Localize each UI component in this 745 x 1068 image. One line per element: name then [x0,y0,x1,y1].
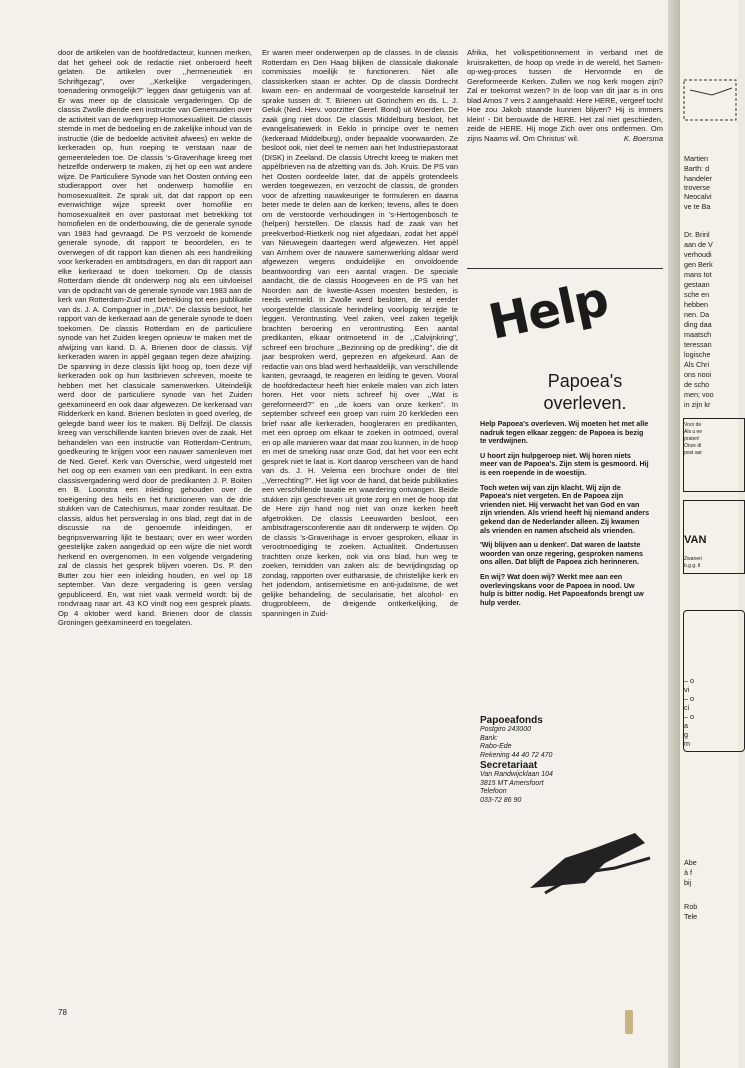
clipped-small-line: Als u ee [684,429,703,435]
clipped-line: Tele [684,912,698,921]
clipped-line: Rob [684,902,698,911]
divider [467,268,663,269]
clipped-list-line: g [684,730,688,739]
clipped-list-line: vi [684,685,690,694]
fund-name: Papoeafonds [480,715,543,726]
clipped-line: aan de V [684,240,713,249]
fund-info [480,715,600,805]
article-text: door de artikelen van de hoofdredacteur, kunnen merken, dat het geheel ook de redactie niet onberoerd heeft gelaten. De artikelen over ,,hermeneutiek en Schriftgezag'', over ,,Kerkelijke vergaderingen, toenadering onmogelijk?'' leggen daar getuigenis van af. Er was meer op de classicale vergaderingen. Op de classis Zwolle diende een instructie van Genemuiden over de activiteit van de werkgroep Homosexualiteit. De classis stemde in met de bedoeling en de zakelijke inhoud van de instructie (die de bedoelde activiteit afwees) en wekte de kerkeraden op, hun roeping te verstaan naar de gemeenteleden toe. De classis 's-Gravenhage kreeg met hetzelfde onderwerp te maken, zij het op een wat andere wijze. De Particuliere Synode van het Oosten ontving een studierapport over het onderwerp homofilie en homosexualiteit. Ze sprak uit, dat dat rapport op een evenwichtige wijze spreekt over homofilie en homosexualiteit en over pastoraat met betrekking tot homofielen en de onderbouwing, die de generale synode van 1983 had gevraagd. De PS verzoekt de komende generale synode, dit rapport te beoordelen, en te overwegen of dit rapport kan dienen als een handreiking voor kerkeraden en ambtsdragers, en dan dit rapport aan elke kerkeraad te doen toekomen. Op de classis Rotterdam diende dit onderwerp nog als een uitvloeisel van de opdracht van de generale synode van 1983 aan de kerk van Rotterdam-Zuid met betrekking tot een publikatie van ds. J. A. Compagner in ,,DIA''. De classis besloot, het rapport van de kerkeraad aan de generale synode te doen toekomen. De classis Rotterdam en de particuliere synode van het Zuiden kregen opnieuw te maken met de afwijzing van kand. D. A. Brienen door de classis. Vijf kerkeraden waren in appèl gegaan tegen deze afwijzing. De spanning in deze classis lijkt hoog op, toen deze vijf kerkeraden ook op hun lastbrieven schreven, moeite te hebben met het classicale samenwerken. Uiteindelijk werd door de particuliere synode van het Zuiden geëxamineerd en ook daar afgewezen. De kerkeraad van Ridderkerk en kand. Brienen besloten in goed overleg, de gelegde band weer los te maken. Bij Delfzijl. De classis kreeg van verschillende kanten brieven over de zaak. Het behandelen van een instructie van Rotterdam-Centrum, goedkeuring te krijgen voor een nauwer samenleven met de Ned. Geref. Kerk van Overschie, werd uitgesteld met het oog op een examen van een predikant. In een extra classisvergadering werd door de predikanten J. P. Boiten en B. Loonstra een inleiding gehouden over de toeëigening des heils en het functioneren van de drie stukken van de Catechismus, maar zonder resultaat. De classis, aldus het persverslag in ons blad, zegt dat in de discussie na de genoemde inleidingen, er begripsverwarring lijkt te bestaan; over en weer worden geestelijke zaken aangeduid op een wijze die niet wordt herkend en overgenomen. In een volgende vergadering zal de classis het gesprek blijven voeren. Ds. P. den Butter zou hier een inleiding houden, en wel op 18 september. Van deze vergadering is geen verslag gepubliceerd. En, wat niet vaak vermeld wordt: bij de rondvraag naar art. 43 KO vindt nog een gesprek plaats. Op 4 oktober werd kand. Brienen door de classis Groningen geëxamineerd en toegelaten. [58,48,252,627]
ad-paragraph: 'Wij blijven aan u denken'. Dat waren de laatste woorden van onze regering, gesproken namens ons allen. Dat blijft de Papoea zich herinneren. [480,540,643,567]
article-column-3 [467,48,663,228]
clipped-line: logische [684,350,711,359]
van-label: VAN [684,534,707,546]
fund-details: Postgiro 243000 Bank: Rabo-Ede Rekening 44 40 72 470 [480,726,553,759]
article-text: Er waren meer onderwerpen op de classes. In de classis Rotterdam en Den Haag blijken de classicale diakonale commissies moeilijk te functioneren. Niet alle classiskerken staan er achter. Op de classis Dordrecht kwam een- en andermaal de voorgestelde kanselruil ter sprake tussen dr. T. Brienen uit Gorinchem en ds. L. J. Geluk (Ned. Herv. voorzitter Geref. Bond) uit Woerden. De zaak ging niet door. De classis Middelburg besloot, het evangelisatiewerk in Eeklo in principe over te nemen (kerkeraad Middelburg), onder bepaalde voorwaarden. Ze besloot ook, niet deel te nemen aan het Industriepastoraat (DISK) in Zeeland. De classis Utrecht kreeg te maken met appèlbrieven na de afzetting van ds. Joh. Kruis. De PS van het Oosten oordeelde later, dat de appèls grotendeels werden toegewezen, en verzocht de classis, de gronden voor de afzetting nauwkeuriger te formuleren en daarna beter mede te delen aan de kerken; tevens, alles te doen om de verstoorde verhoudingen in 's-Hertogenbosch te (helpen) herstellen. De classis had de zaak van het preekverbod-Rietkerk nog niet afgedaan, zodat het appèl van Nieuwegein daartegen werd afgewezen. Het appèl van Arnhem over de nauwere samenwerking aldaar werd afgewezen wegens onduidelijke en onvoldoende beantwoording van een aantal vragen. De speciale aandacht, die de classis Hoogeveen en de PS van het Noorden aan de kwestie-Assen moesten besteden, is reeds vermeld. In Zwolle werd besloten, de al eerder voorgestelde classicale herindeling voorlopig terzijde te leggen. Verontrusting. Veel zaken, veel zaken tegelijk brachten beroering en verontrusting. Een aantal predikanten, elkaar ontmoetend in de ,,Calvijnkring'', schreef een brochure ,,Bezinning op de prediking'', die dit jaar besproken werd, geprezen en afgekeurd. Aan de redactie van ons blad werd herhaaldelijk, van verschillende kanten, gevraagd, te reageren en leiding te geven. Vooral de hoofdredacteur heeft hier enkele malen van zich laten horen. Het voor niets schreef hij over ,,Wat is gereformeerd?'' en ,,de koers van onze kerken''. In september schreef een groep van ruim 20 kerkleden een brief naar alle kerkeraden, hoogleraren en predikanten, met een oproep om elkaar te zoeken in ootmoed, overal en op alle manieren waar dat maar zou kunnen, in de hoop en met de smeking naar onze God, dat het voor een echt gesprek niet te laat is. Kort daarop verscheen van de hand van ds. J. H. Velema een brochure onder de titel ,,Verrechting?''. Het ligt voor de hand, dat beide publikaties een verschillende taxatie en waardering ontvangen. Beide stukken zijn geschreven uit grote zorg en met de hoop dat de Here zijn hand nog niet van onze kerken heeft afgetrokken. De classis Leeuwarden besloot, een ambtsdragersconferentie aan dit onderwerp te wijden. Op de classis 's-Gravenhage is ervoer gesproken, elkaar in verootmoediging te zoeken. Actualiteit. Ondertussen trachtten onze kerken, ook via ons blad, hun weg te zoeken, temidden van zaken als: de bevrijdingsdag op zondag, rapporten over euthanasie, de christelijke kerk en het jodendom, antisemietisme en anti-judaïsme, de wet gelijke behandeling, de secularisatie, het alcohol- en drugprobleem, de dreigende ontkerkelijking, de spanningen in Zuid- [262,48,458,618]
clipped-line: ve te Ba [684,202,711,211]
clipped-list-line: m [684,739,690,748]
article-column-1 [58,48,252,627]
clipped-list-line: a [684,721,688,730]
clipped-list-line: – o [684,694,694,703]
clipped-line: troverse [684,183,710,192]
clipped-line: Martien [684,154,708,163]
clipped-line: nen. Da [684,310,710,319]
van-box [683,500,745,574]
clipped-small-line: praten! [684,436,700,442]
map-icon [682,70,738,130]
clipped-small-line: Zwaneri [684,556,702,562]
clipped-small-line: Onze di [684,443,702,449]
clipped-small-line: Voor de [684,422,702,428]
clipped-line: Barth: d [684,164,710,173]
clipped-line: gen Berk [684,260,713,269]
clipped-line: handeler [684,174,712,183]
clipped-small-line: b.g.g. tl [684,563,701,569]
clipped-line: Neocalvi [684,192,712,201]
secretariat-name: Secretariaat [480,760,538,771]
help-headline: Help [484,271,613,351]
author-signature: K. Boersma [623,133,663,143]
notice-box [683,418,745,492]
clipped-line: men; voo [684,390,714,399]
clipped-line: hebben [684,300,708,309]
clipped-line: Dr. Brinl [684,230,710,239]
ad-title-line2: overleven. [543,393,627,413]
ad-paragraph: Help Papoea's overleven. Wij moeten het met alle nadruk tegen elkaar zeggen: de Papoea is bezig te verdwijnen. [480,419,649,446]
clipped-line: in zijn kr [684,400,711,409]
ad-paragraph: En wij? Wat doen wij? Werkt mee aan een overlevingskans voor de Papoea in nood. Uw hulp is bitter nodig. Het Papoeafonds brengt uw hulp verder. [480,571,644,607]
clipped-line: bij [684,878,692,887]
hands-illustration [525,828,655,898]
clipped-line: maatsch [684,330,712,339]
clipped-line: de scho [684,380,710,389]
article-column-2 [262,48,458,618]
book-gutter [668,0,680,1068]
ad-paragraph: U hoort zijn hulpgeroep niet. Wij horen niets meer van de Papoea's. Zijn stem is gesmoord. Hij is een roepende in de woestijn. [480,450,649,477]
article-text: Afrika, het volkspetitionnement in verband met de kruisraketten, de hoop op vrede in de wereld, het Samen-op-weg-proces tussen de Hervormde en de Gereformeerde Kerken. Zullen we nog kerk mogen zijn? Zal er toekomst wezen? In de loop van dit jaar is in ons blad Amos 7 vers 2 aangehaald: Here HERE, vergeef toch! Hoe zou Jakob staande kunnen blijven? Hij is immers klein! - Dit berouwde de HERE. Het zal niet geschieden, zeide de HERE. Hij moge Zich over ons ontfermen. Om zijns Naams wil. Om Christus' wil. [467,48,663,143]
clipped-list-line: – o [684,712,694,721]
ad-title-line1: Papoea's [547,371,623,391]
clipped-line: verhoudi [684,250,712,259]
ad-paragraph: Toch weten wij van zijn klacht. Wij zijn de Papoea's niet vergeten. En de Papoea zijn vrienden niet. Hij verwacht het van God en van zijn vrienden. Als vriend heeft hij niemand anders gekend dan de Nederlander alleen. Zij kwamen als vrienden en namen afscheid als vrienden. [480,482,650,535]
clipped-line: sche en [684,290,710,299]
binder-clip [625,1010,633,1034]
clipped-line: gestaan [684,280,710,289]
clipped-list-line: – o [684,676,694,685]
page-number: 78 [58,1008,67,1017]
clipped-line: mans tot [684,270,712,279]
clipped-line: ding daa [684,320,712,329]
list-box [683,610,745,752]
clipped-line: Als Chri [684,360,710,369]
next-page-edge [680,0,738,1068]
clipped-list-line: ci [684,703,690,712]
clipped-line: teressan [684,340,712,349]
clipped-line: Abe [684,858,697,867]
ad-body [480,420,650,613]
secretariat-details: Van Randwijcklaan 104 3815 MT Amersfoort Telefoon 033-72 86 90 [480,771,553,804]
clipped-small-line: post aar [684,450,703,456]
clipped-line: à f [684,868,692,877]
ad-title [520,370,650,414]
clipped-line: ons nooi [684,370,712,379]
